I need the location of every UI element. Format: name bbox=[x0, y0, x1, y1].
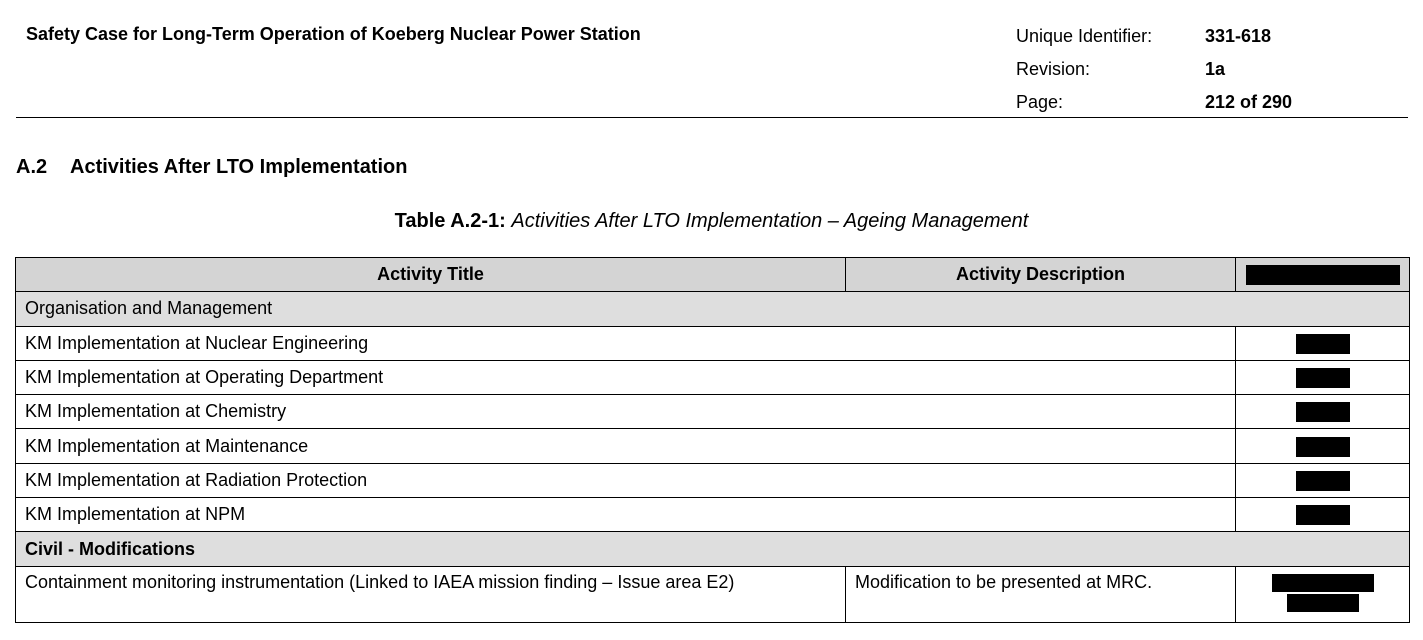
meta-value: 212 of 290 bbox=[1205, 92, 1293, 112]
redaction-block bbox=[1296, 368, 1350, 388]
activity-title: KM Implementation at NPM bbox=[16, 498, 1236, 532]
meta-row-revision bbox=[1016, 53, 1408, 86]
redacted-cell bbox=[1236, 498, 1410, 532]
section-number: A.2 bbox=[16, 156, 48, 178]
table-row bbox=[16, 360, 1410, 394]
meta-label: Page: bbox=[1016, 92, 1064, 112]
meta-row-identifier bbox=[1016, 20, 1408, 53]
redacted-cell bbox=[1236, 395, 1410, 429]
redacted-cell bbox=[1236, 360, 1410, 394]
caption-label: Table A.2-1: bbox=[394, 210, 506, 232]
meta-label: Unique Identifier: bbox=[1016, 26, 1153, 46]
redaction-block bbox=[1246, 265, 1400, 285]
activities-table bbox=[15, 257, 1410, 623]
group-row bbox=[16, 292, 1410, 326]
table-row bbox=[16, 566, 1410, 622]
activity-title: KM Implementation at Radiation Protection bbox=[16, 463, 1236, 497]
section-title: Activities After LTO Implementation bbox=[70, 156, 408, 178]
redaction-block bbox=[1287, 594, 1359, 612]
redacted-cell bbox=[1236, 429, 1410, 463]
header-activity-description: Activity Description bbox=[846, 258, 1236, 292]
table-row bbox=[16, 326, 1410, 360]
document-meta bbox=[1016, 20, 1408, 119]
redaction-block bbox=[1296, 334, 1350, 354]
meta-value: 1a bbox=[1205, 59, 1226, 79]
activity-title: Containment monitoring instrumentation (Linked to IAEA mission finding – Issue area E2) bbox=[16, 566, 846, 622]
redaction-block bbox=[1296, 471, 1350, 491]
header-redacted bbox=[1236, 258, 1410, 292]
table-row bbox=[16, 429, 1410, 463]
activity-title: KM Implementation at Nuclear Engineering bbox=[16, 326, 1236, 360]
activity-title: KM Implementation at Chemistry bbox=[16, 395, 1236, 429]
redaction-block bbox=[1296, 505, 1350, 525]
meta-value: 331-618 bbox=[1205, 26, 1272, 46]
page-header bbox=[16, 14, 1408, 118]
document-title: Safety Case for Long-Term Operation of Koeberg Nuclear Power Station bbox=[26, 24, 641, 44]
redaction-block bbox=[1272, 574, 1374, 592]
table-row bbox=[16, 395, 1410, 429]
table-row bbox=[16, 463, 1410, 497]
caption-title: Activities After LTO Implementation – Ageing Management bbox=[511, 210, 1029, 232]
meta-row-page bbox=[1016, 86, 1408, 119]
table-row bbox=[16, 498, 1410, 532]
meta-label: Revision: bbox=[1016, 59, 1091, 79]
group-civil-modifications: Civil - Modifications bbox=[16, 532, 1410, 566]
activity-title: KM Implementation at Operating Department bbox=[16, 360, 1236, 394]
section-heading bbox=[16, 156, 407, 179]
table-header-row bbox=[16, 258, 1410, 292]
activity-description: Modification to be presented at MRC. bbox=[846, 566, 1236, 622]
redacted-cell bbox=[1236, 566, 1410, 622]
redaction-block bbox=[1296, 437, 1350, 457]
activity-title: KM Implementation at Maintenance bbox=[16, 429, 1236, 463]
table-caption bbox=[0, 210, 1423, 233]
redaction-block bbox=[1296, 402, 1350, 422]
header-activity-title: Activity Title bbox=[16, 258, 846, 292]
redacted-cell bbox=[1236, 463, 1410, 497]
group-row bbox=[16, 532, 1410, 566]
group-organisation-management: Organisation and Management bbox=[16, 292, 1410, 326]
redacted-cell bbox=[1236, 326, 1410, 360]
